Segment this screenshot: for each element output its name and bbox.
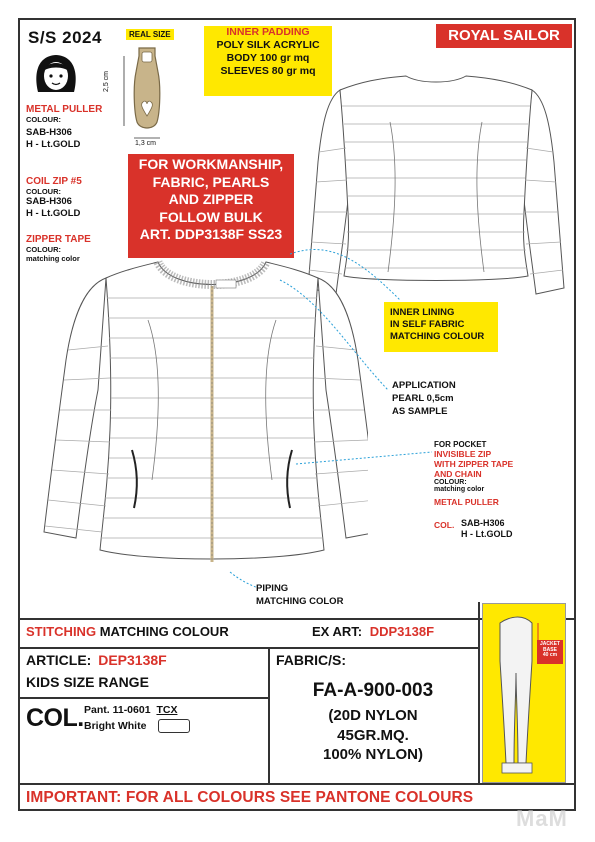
pocket-line1: FOR POCKET [434,440,487,449]
fabric-line1: (20D NYLON [328,707,418,724]
inner-lining-callout [384,302,498,352]
footer-divider-mid [18,647,480,649]
inner-lining-line2: IN SELF FABRIC [390,318,465,330]
piping-callout [256,583,343,609]
inner-lining-line3: MATCHING COLOUR [390,330,485,342]
metal-puller-code: SAB-H306 [26,127,72,138]
metal-puller-colour: H - Lt.GOLD [26,138,81,150]
watermark-logo: MaM [516,806,568,831]
stitching-label: STITCHING [26,624,97,639]
footer-divider-col-left [18,697,268,699]
application-line2: PEARL 0,5cm [392,392,454,404]
pantone-tcx: TCX [156,704,178,716]
ex-art-row [312,624,434,639]
article-value: DEP3138F [98,652,167,668]
pocket-callout [434,440,574,507]
workmanship-line3: AND ZIPPER [168,191,254,207]
pocket-line3: WITH ZIPPER TAPE [434,459,514,469]
col-label: COL. [26,704,84,732]
pocket-col-label: COL. [434,520,455,530]
zipper-tape-value: matching color [26,254,80,263]
coil-zip-colour: H - Lt.GOLD [26,207,81,219]
workmanship-line1: FOR WORKMANSHIP, [138,156,284,172]
fabric-composition [268,706,478,765]
inner-padding-line3: SLEEVES 80 gr mq [220,65,316,78]
color-name: Bright White [84,720,147,732]
piping-line2: MATCHING COLOR [256,595,344,607]
pocket-puller-spec [461,518,513,541]
inner-padding-line1: POLY SILK ACRYLIC [216,39,320,52]
pocket-puller-code: SAB-H306 [461,518,505,528]
application-line1: APPLICATION [392,380,456,391]
puller-width-dimension: 1,3 cm [135,140,157,147]
coil-zip-code: SAB-H306 [26,196,72,207]
pocket-line4: AND CHAIN [434,469,482,479]
stitching-row [26,624,229,639]
important-note: IMPORTANT: FOR ALL COLOURS SEE PANTONE COLOURS [26,789,474,806]
fabric-label: FABRIC/S: [276,652,346,668]
workmanship-line4: FOLLOW BULK [159,208,263,225]
pocket-colour-value: matching color [434,486,485,493]
jacket-base-label [537,640,563,664]
fabric-line3: 100% NYLON) [322,746,424,763]
jacket-base-text: JACKET BASE [539,641,560,653]
zipper-tape-colour-label: COLOUR: [26,245,61,254]
pocket-puller-colour: H - Lt.GOLD [461,529,513,540]
jacket-base-size: 40 cm [542,652,558,658]
pocket-puller-title: METAL PULLER [434,497,499,507]
ex-art-label: EX ART: [312,624,363,639]
inner-lining-line1: INNER LINING [390,307,455,318]
footer-divider-bottom [18,783,576,785]
ex-art-value: DDP3138F [369,624,435,639]
real-size-badge: REAL SIZE [126,29,174,40]
stitching-value: MATCHING COLOUR [99,624,229,639]
application-line3: AS SAMPLE [392,405,448,417]
brand-label: ROYAL SAILOR [436,24,572,48]
metal-puller-title: METAL PULLER [26,104,103,115]
inner-padding-title: INNER PADDING [226,26,310,38]
color-swatch [158,719,190,733]
pocket-line2: INVISIBLE ZIP [434,449,492,459]
application-callout [392,380,456,418]
article-label: ARTICLE: [26,652,92,668]
size-range: KIDS SIZE RANGE [26,674,149,690]
pocket-colour-label: COLOUR: [434,479,467,486]
coil-zip-title: COIL ZIP #5 [26,176,82,187]
coil-zip-colour-label: COLOUR: [26,187,61,196]
zipper-tape-title: ZIPPER TAPE [26,234,91,245]
fabric-code: FA-A-900-003 [312,680,434,701]
metal-puller-colour-label: COLOUR: [26,115,61,124]
workmanship-line2: FABRIC, PEARLS [152,173,270,190]
workmanship-line5: ART. DDP3138F SS23 [139,226,283,242]
season-label: S/S 2024 [28,28,102,47]
footer-divider-right [478,602,480,783]
piping-line1: PIPING [256,583,289,594]
article-row [26,652,167,668]
inner-padding-line2: BODY 100 gr mq [226,52,310,65]
puller-height-dimension: 2,5 cm [103,70,110,92]
pantone-row [84,704,177,716]
mannequin-legs-icon [482,603,564,781]
pantone-code: Pant. 11-0601 [84,704,151,716]
fabric-line2: 45GR.MQ. [337,726,409,744]
